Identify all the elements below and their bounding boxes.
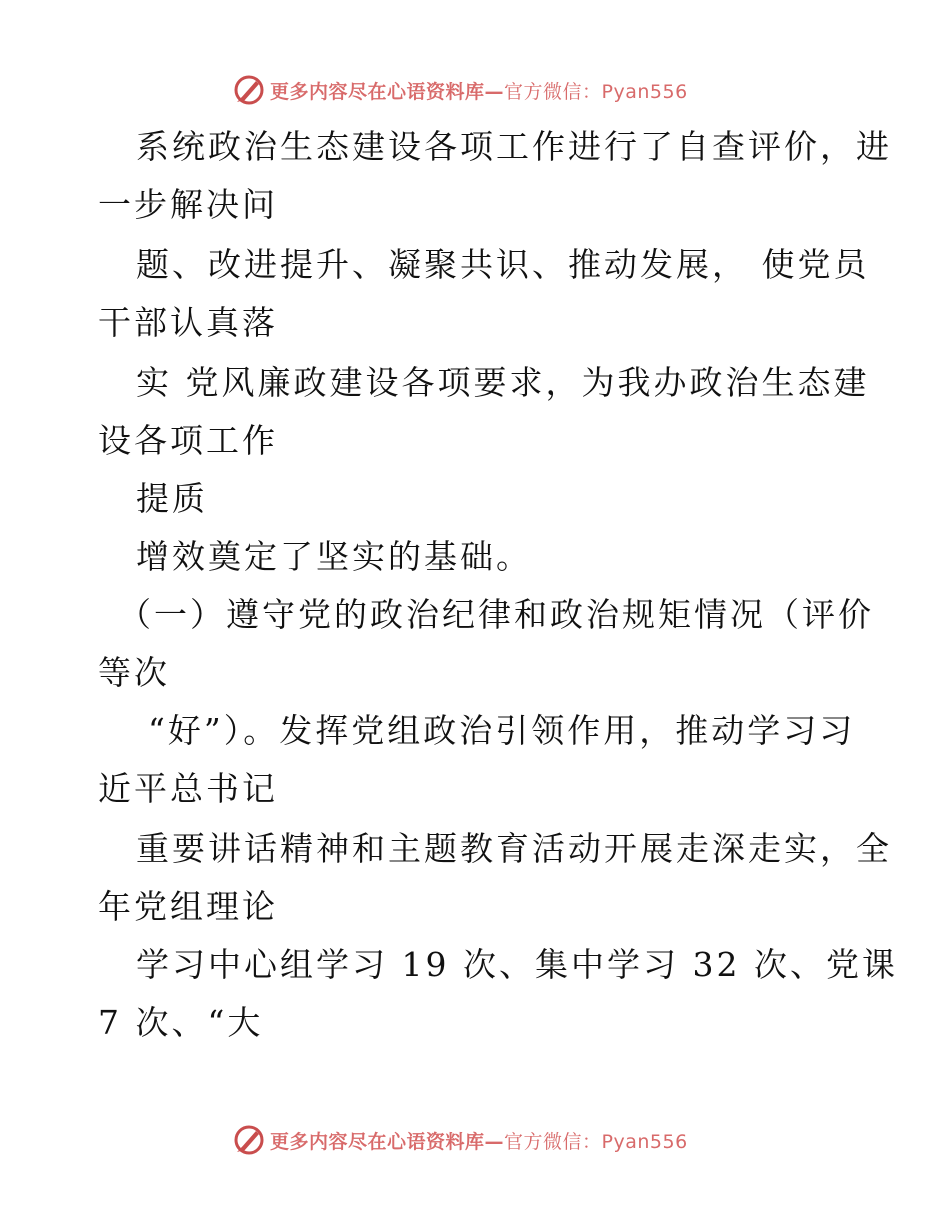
- watermark-contact: 官方微信：Pyan556: [504, 80, 688, 103]
- text-line: 干部认真落: [98, 303, 278, 342]
- text-line: 提质: [136, 479, 208, 518]
- text-line: “好”）。发挥党组政治引领作用，推动学习习: [148, 711, 856, 750]
- pen-circle-logo-icon: [232, 73, 266, 107]
- watermark-header: [232, 71, 688, 109]
- text-line: 等次: [98, 653, 170, 692]
- text-line: 一步解决问: [98, 185, 278, 224]
- text-line: 设各项工作: [98, 421, 278, 460]
- text-line: 近平总书记: [98, 769, 278, 808]
- watermark-contact: 官方微信：Pyan556: [504, 1130, 688, 1153]
- text-line: 学习中心组学习 19 次、集中学习 32 次、党课: [136, 945, 898, 984]
- text-line: 年党组理论: [98, 887, 278, 926]
- text-line: 7 次、“大: [98, 1003, 264, 1042]
- pen-circle-logo-icon: [232, 1123, 266, 1157]
- text-line: （一）遵守党的政治纪律和政治规矩情况（评价: [118, 595, 874, 634]
- watermark-text: 更多内容尽在心语资料库—: [270, 80, 505, 103]
- text-line: 重要讲话精神和主题教育活动开展走深走实，全: [136, 829, 892, 868]
- text-line: 实 党风廉政建设各项要求，为我办政治生态建: [136, 363, 870, 402]
- text-line: 题、改进提升、凝聚共识、推动发展， 使党员: [136, 245, 870, 284]
- watermark-text: 更多内容尽在心语资料库—: [270, 1130, 505, 1153]
- text-line: 增效奠定了坚实的基础。: [136, 537, 532, 576]
- text-line: 系统政治生态建设各项工作进行了自查评价，进: [136, 127, 892, 166]
- watermark-footer: [232, 1121, 688, 1159]
